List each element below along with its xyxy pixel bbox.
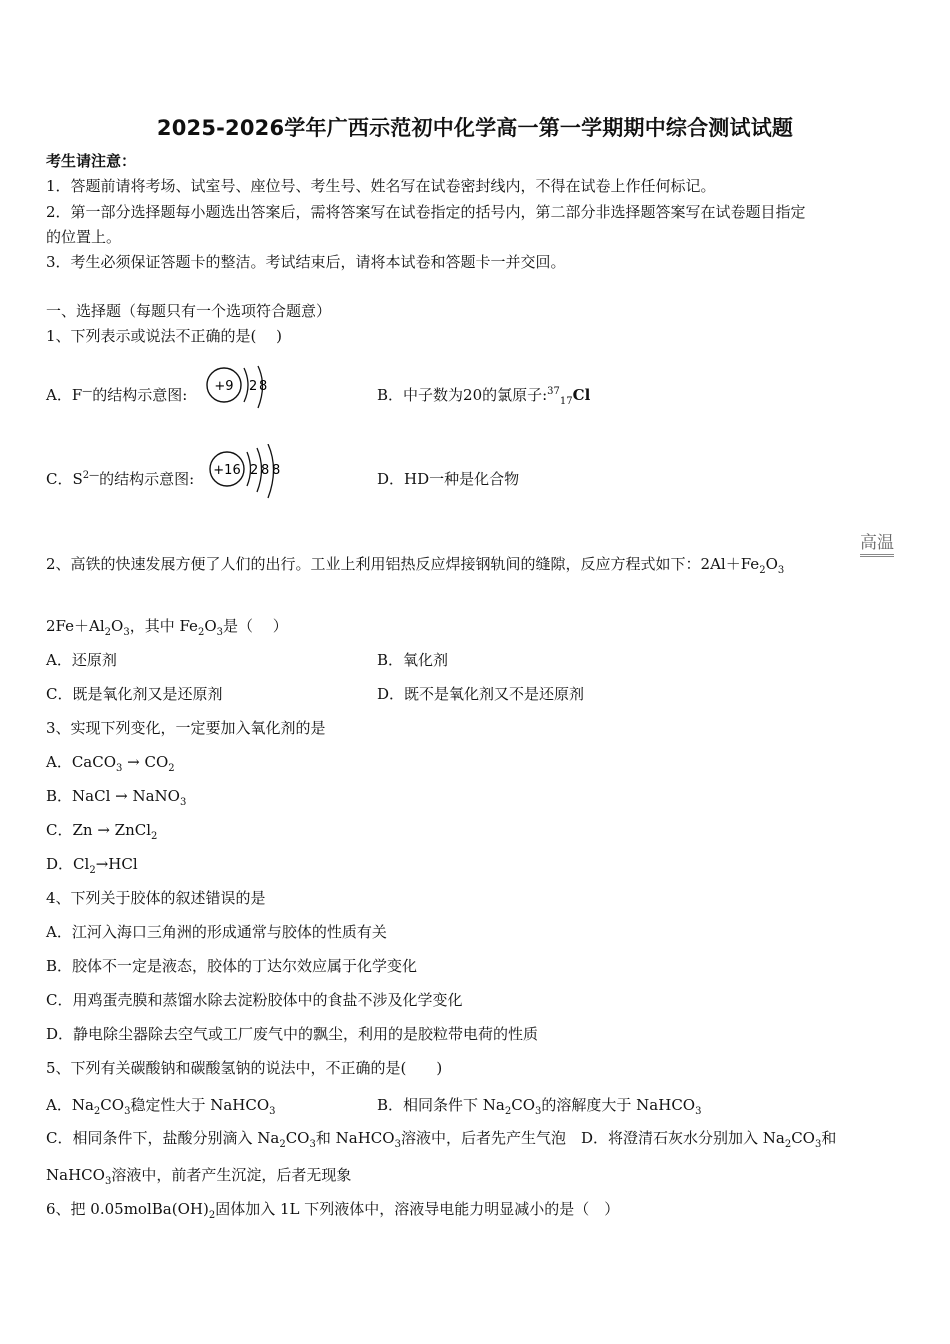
q1-option-b: B．中子数为20的氯原子:$^{37}_{17}$Cl <box>377 386 591 407</box>
question-2-stem: 2、高铁的快速发展方便了人们的出行。工业上利用铝热反应焊接钢轨间的缝隙，反应方程式如下：$2Al+Fe_2O_3$ <box>46 555 785 576</box>
shell-electrons-2: 8 <box>259 379 268 394</box>
q2-option-c: C．既是氧化剂又是还原剂 <box>46 685 223 703</box>
notice-item-3: 3．考生必须保证答题卡的整洁。考试结束后，请将本试卷和答题卡一并交回。 <box>46 253 566 271</box>
q1-option-a: A．F—的结构示意图: <box>46 386 188 404</box>
nucleus-charge: +9 <box>214 379 234 394</box>
question-5-stem: 5、下列有关碳酸钠和碳酸氢钠的说法中，不正确的是( ) <box>46 1059 443 1077</box>
q5-option-d-cont: NaHCO$_3$溶液中，前者产生沉淀，后者无现象 <box>46 1166 352 1187</box>
notice-heading: 考生请注意： <box>46 152 137 170</box>
q4-option-b: B．胶体不一定是液态，胶体的丁达尔效应属于化学变化 <box>46 957 418 975</box>
shell-electrons-1: 2 <box>250 463 259 478</box>
fluoride-ion-structure-diagram <box>200 364 280 410</box>
q2-option-a: A．还原剂 <box>46 651 117 669</box>
q2-option-d: D．既不是氧化剂又不是还原剂 <box>377 685 585 703</box>
reaction-condition: 高温 <box>860 528 894 557</box>
q3-option-d: D．$Cl_2\to HCl$ <box>46 855 138 876</box>
q5-option-a: A．$Na_2CO_3$稳定性大于 NaHCO$_3$ <box>46 1096 276 1117</box>
q3-option-c: C．Zn → ZnCl$_2$ <box>46 821 158 842</box>
q4-option-a: A．江河入海口三角洲的形成通常与胶体的性质有关 <box>46 923 387 941</box>
question-4-stem: 4、下列关于胶体的叙述错误的是 <box>46 889 266 907</box>
q5-option-b: B．相同条件下 $Na_2CO_3$的溶解度大于 NaHCO$_3$ <box>377 1096 702 1117</box>
q1-option-c: C．$S^{2—}$的结构示意图: <box>46 470 195 488</box>
question-2-stem-cont: $2Fe+Al_2O_3$，其中 $Fe_2O_3$是（ ） <box>46 617 288 638</box>
shell-electrons-3: 8 <box>272 463 281 478</box>
notice-item-2-cont: 的位置上。 <box>46 228 122 246</box>
q4-option-c: C．用鸡蛋壳膜和蒸馏水除去淀粉胶体中的食盐不涉及化学变化 <box>46 991 463 1009</box>
nucleus-charge: +16 <box>213 463 241 478</box>
q4-option-d: D．静电除尘器除去空气或工厂废气中的飘尘，利用的是胶粒带电荷的性质 <box>46 1025 539 1043</box>
q3-option-b: B．NaCl → NaNO$_3$ <box>46 787 187 808</box>
shell-electrons-1: 2 <box>249 379 258 394</box>
notice-item-2: 2．第一部分选择题每小题选出答案后，需将答案写在试卷指定的括号内，第二部分非选择题答案写在试卷题目指定 <box>46 203 806 221</box>
page-title: 2025-2026学年广西示范初中化学高一第一学期期中综合测试试题 <box>156 116 794 140</box>
sulfide-ion-structure-diagram <box>204 444 288 500</box>
q1-option-d: D．HD一种是化合物 <box>377 470 520 488</box>
question-1-stem: 1、下列表示或说法不正确的是( ) <box>46 327 283 345</box>
q2-option-b: B．氧化剂 <box>377 651 449 669</box>
q5-option-c: C．相同条件下，盐酸分别滴入 $Na_2CO_3$和 NaHCO$_3$溶液中，后者先产生气泡 D．将澄清石灰水分别加入 $Na_2CO_3$和 <box>46 1129 837 1150</box>
question-6-stem: 6、把 $0.05molBa(OH)_2$固体加入 1L 下列液体中，溶液导电能力明显减小的是（ ） <box>46 1200 620 1221</box>
shell-electrons-2: 8 <box>261 463 270 478</box>
notice-item-1: 1．答题前请将考场、试室号、座位号、考生号、姓名写在试卷密封线内，不得在试卷上作任何标记。 <box>46 177 716 195</box>
section-heading: 一、选择题（每题只有一个选项符合题意） <box>46 302 332 320</box>
question-3-stem: 3、实现下列变化，一定要加入氧化剂的是 <box>46 719 326 737</box>
q3-option-a: A．CaCO$_3$ → $CO_2$ <box>46 753 175 774</box>
